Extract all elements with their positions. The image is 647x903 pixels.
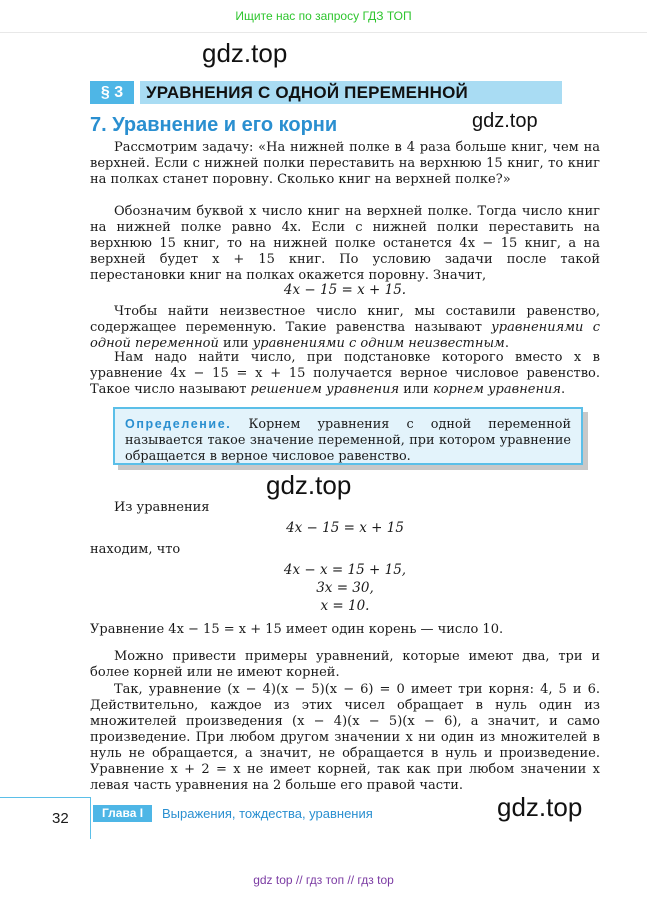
section-title: УРАВНЕНИЯ С ОДНОЙ ПЕРЕМЕННОЙ <box>140 81 562 104</box>
footer-links[interactable]: gdz top // гдз топ // гдз top <box>253 873 394 887</box>
paragraph-problem: Рассмотрим задачу: «На нижней полке в 4 раза больше книг, чем на верхней. Если с нижней полки переставить на верхнюю 15 книг, то книг на полках станет поровну. Сколько книг на верхней полке?» <box>90 140 600 187</box>
watermark: gdz.top <box>472 110 538 132</box>
divider <box>0 32 647 33</box>
solution-result: Уравнение 4x − 15 = x + 15 имеет один корень — число 10. <box>90 622 504 637</box>
divider <box>0 797 90 798</box>
equation: 4x − 15 = x + 15 <box>286 520 404 536</box>
paragraph-root-def <box>90 350 600 398</box>
text: или <box>218 336 253 351</box>
term: уравнениями с одной переменной <box>90 320 600 351</box>
watermark: gdz.top <box>202 38 288 68</box>
definition-body: Корнем уравнения с одной переменной называется такое значение переменной, при котором уравнение обращается в верное числовое равенство. <box>125 417 571 464</box>
watermark: gdz.top <box>497 792 583 822</box>
subsection-title: 7. Уравнение и его корни <box>90 114 338 136</box>
text: . <box>504 336 509 351</box>
equation-step: x = 10. <box>320 598 370 614</box>
term: корнем уравнения <box>432 382 561 397</box>
text: Чтобы найти неизвестное число книг, мы составили равенство, содержащее переменную. Такие равенства называют <box>90 304 600 335</box>
solution-find: находим, что <box>90 542 181 557</box>
term: решением уравнения <box>250 382 400 397</box>
section-header <box>90 81 556 104</box>
definition-label: Определение. <box>125 417 232 431</box>
section-number: § 3 <box>90 81 134 104</box>
paragraph-notation: Обозначим буквой x число книг на верхней полке. Тогда число книг на нижней полке равно 4x. Если с нижней полки переставить на верхнюю 15 книг, то на нижней полке останется 4x − 15 книг, а на верхней будет x + 15 книг. По условию задачи после такой перестановки книг на полках окажется поровну. Значит, <box>90 204 600 283</box>
paragraph-examples: Можно привести примеры уравнений, которые имеют два, три и более корней или не имеют корней. <box>90 649 600 680</box>
watermark: gdz.top <box>266 470 352 500</box>
chapter-title: Выражения, тождества, уравнения <box>162 806 373 821</box>
equation-step: 3x = 30, <box>316 580 374 596</box>
text: или <box>399 382 433 397</box>
page-number: 32 <box>52 810 69 827</box>
text: Нам надо найти число, при подстановке которого вместо x в уравнение 4x − 15 = x + 15 получается верное числовое равенство. Такое число называют <box>90 350 600 397</box>
divider <box>90 797 91 839</box>
definition-text <box>125 416 571 465</box>
chapter-badge: Глава I <box>93 805 152 822</box>
paragraph-examples-detail: Так, уравнение (x − 4)(x − 5)(x − 6) = 0 имеет три корня: 4, 5 и 6. Действительно, каждое из этих чисел обращает в нуль один из множителей произведения (x − 4)(x − 5)(x − 6), а значит, и само произведение. При любом другом значении x ни один из множителей в нуль не обращается, а значит, не обращается в нуль и произведение. Уравнение x + 2 = x не имеет корней, так как при любом значении x левая часть уравнения на 2 больше его правой части. <box>90 682 600 793</box>
term: уравнениями с одним неизвестным <box>252 336 505 351</box>
top-banner[interactable]: Ищите нас по запросу ГДЗ ТОП <box>235 9 412 23</box>
text: . <box>561 382 566 397</box>
equation-step: 4x − x = 15 + 15, <box>283 562 407 578</box>
paragraph-equation-def <box>90 304 600 352</box>
definition-box <box>113 407 583 465</box>
equation: 4x − 15 = x + 15. <box>283 282 407 298</box>
solution-intro: Из уравнения <box>114 500 210 515</box>
